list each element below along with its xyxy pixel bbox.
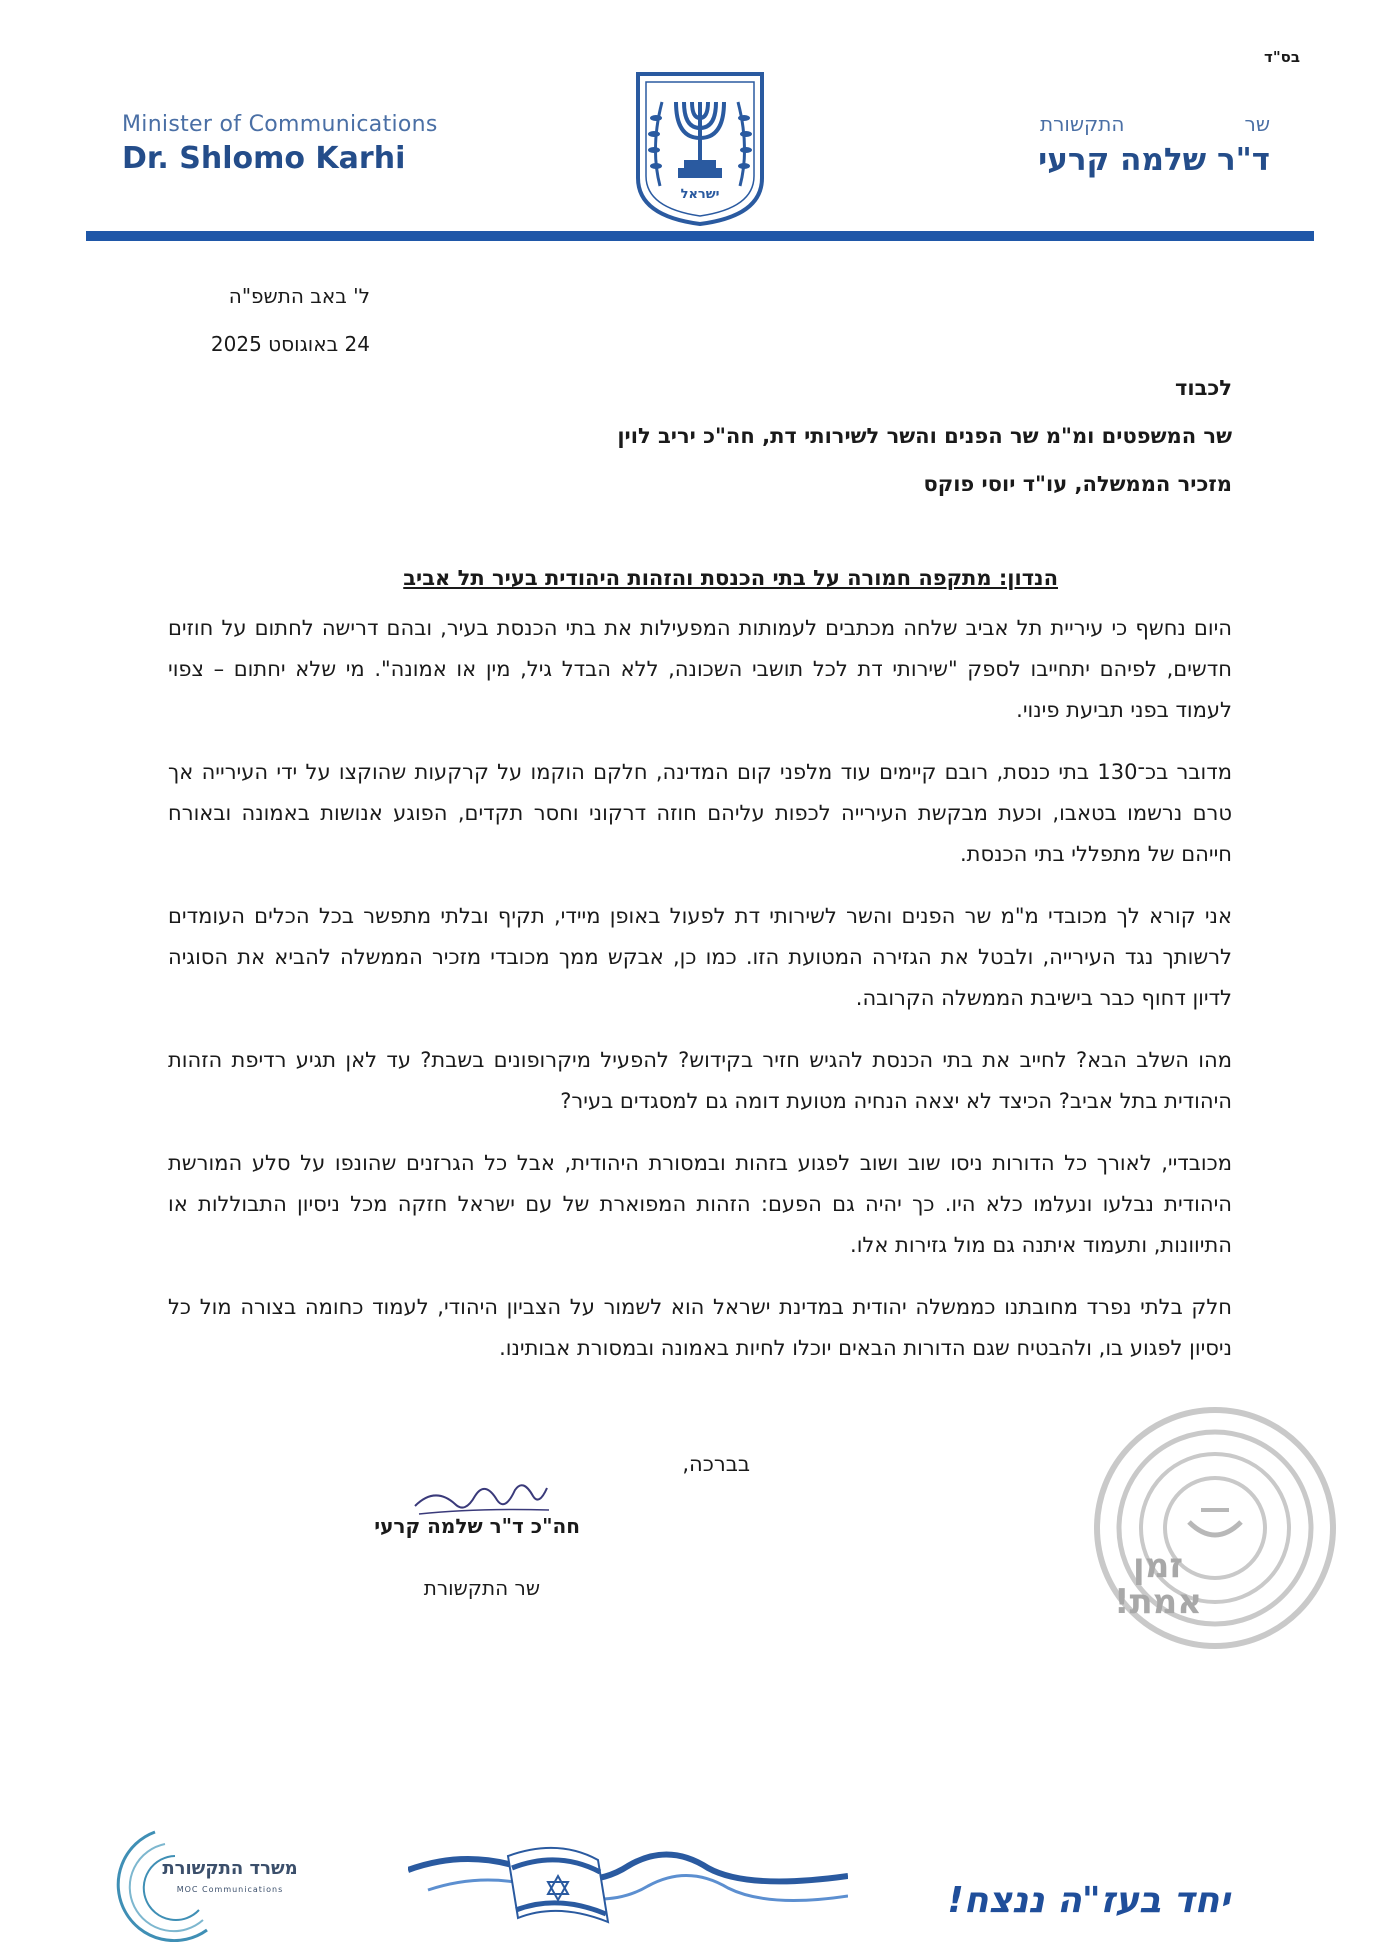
bsd-mark: בס"ד bbox=[1264, 48, 1300, 66]
addressees bbox=[300, 364, 1232, 508]
closing-blessing: בברכה, bbox=[682, 1452, 750, 1476]
addressee-line-1: שר המשפטים ומ"מ שר הפנים והשר לשירותי דת, חה"כ יריב לוין bbox=[617, 424, 1232, 448]
body-paragraph-4: מהו השלב הבא? לחייב את בתי הכנסת להגיש חזיר בקידוש? להפעיל מיקרופונים בשבת? עד לאן תגיע רדיפת הזהות היהודית בתל אביב? הכיצד לא יצאה הנחיה מטועת דומה גם למסגדים בעיר? bbox=[168, 1048, 1232, 1113]
letterhead-english bbox=[122, 112, 522, 176]
hebrew-role-word1: שר bbox=[1244, 112, 1270, 136]
body-paragraph-5: מכובדיי, לאורך כל הדורות ניסו שוב ושוב לפגוע בזהות ובמסורת היהודית, אבל כל הגרזנים שהונפו על סלע המורשת היהודית נבלעו ונעלמו כלא היו. כך יהיה גם הפעם: הזהות המפוארת של עם ישראל חזקה מכל ניסיון התבוללות או התיוונות, ותעמוד איתנה גם מול גזירות אלו. bbox=[168, 1151, 1232, 1257]
english-role: Minister of Communications bbox=[122, 112, 438, 137]
signer-name: חה"כ ד"ר שלמה קרעי bbox=[374, 1514, 580, 1538]
ministry-name: משרד התקשורת bbox=[162, 1858, 298, 1879]
watermark-text bbox=[1098, 1548, 1218, 1620]
body-paragraph-1: היום נחשף כי עיריית תל אביב שלחה מכתבים לעמותות המפעילות את בתי הכנסת בעיר, ובהם דרישה לחתום על חוזים חדשים, לפיהם יתחייבו לספק "שירותי דת לכל תושבי השכונה, ללא הבדל גיל, מין או אמונה". מי שלא יחתום – צפוי לעמוד בפני תביעת פינוי. bbox=[168, 616, 1232, 722]
signer-title: שר התקשורת bbox=[423, 1576, 540, 1600]
letter-body bbox=[168, 608, 1232, 1390]
english-name: Dr. Shlomo Karhi bbox=[122, 141, 406, 176]
body-paragraph-6: חלק בלתי נפרד מחובתנו כממשלה יהודית במדינת ישראל הוא לשמור על הצביון היהודי, לעמוד כחומה בצורה מול כל ניסיון לפגוע בו, ולהבטיח שגם הדורות הבאים יוכלו לחיות באמונה ובמסורת אבותינו. bbox=[168, 1295, 1232, 1360]
watermark-line-2: אמת! bbox=[1113, 1582, 1203, 1622]
letterhead-hebrew bbox=[900, 112, 1270, 178]
addressee-line-2: מזכיר הממשלה, עו"ד יוסי פוקס bbox=[923, 472, 1232, 496]
hebrew-name: ד"ר שלמה קרעי bbox=[1038, 142, 1270, 178]
emblem-label: ישראל bbox=[680, 187, 720, 202]
date-block bbox=[170, 272, 370, 368]
hebrew-role bbox=[1040, 112, 1270, 136]
salutation: לכבוד bbox=[1175, 376, 1232, 400]
hebrew-role-word2: התקשורת bbox=[1040, 112, 1125, 136]
body-paragraph-2: מדובר בכ־130 בתי כנסת, רובם קיימים עוד מלפני קום המדינה, חלקם הוקמו על קרקעות שהוקצו על ידי העירייה אך טרם נרשמו בטאבו, וכעת מבקשת העירייה לכפות עליהם חוזה דרקוני וחסר תקדים, הפוגע אנושות באמונה ובאורח חייהם של מתפללי בתי הכנסת. bbox=[168, 760, 1232, 866]
gregorian-date: 24 באוגוסט 2025 bbox=[210, 332, 370, 356]
subject-line: הנדון: מתקפה חמורה על בתי הכנסת והזהות היהודית בעיר תל אביב bbox=[403, 566, 1058, 590]
footer-slogan: יחד בעז"ה ננצח! bbox=[947, 1880, 1230, 1921]
body-paragraph-3: אני קורא לך מכובדי מ"מ שר הפנים והשר לשירותי דת לפעול באופן מיידי, תקיף ובלתי מתפשר בכל הכלים העומדים לרשותך נגד העירייה, ולבטל את הגזירה המטועת הזו. כמו כן, אבקש ממך מכובדי מזכיר הממשלה להביא את הסוגיה לדיון דחוף כבר בישיבת הממשלה הקרובה. bbox=[168, 904, 1232, 1010]
ministry-name-english: MOC Communications bbox=[176, 1885, 284, 1894]
watermark-line-1: זמן bbox=[1133, 1546, 1183, 1586]
header-divider bbox=[86, 231, 1314, 241]
israel-flag-icon bbox=[408, 1830, 848, 1940]
hebrew-date: ל' באב התשפ"ה bbox=[228, 284, 370, 308]
state-emblem-icon bbox=[632, 68, 768, 226]
